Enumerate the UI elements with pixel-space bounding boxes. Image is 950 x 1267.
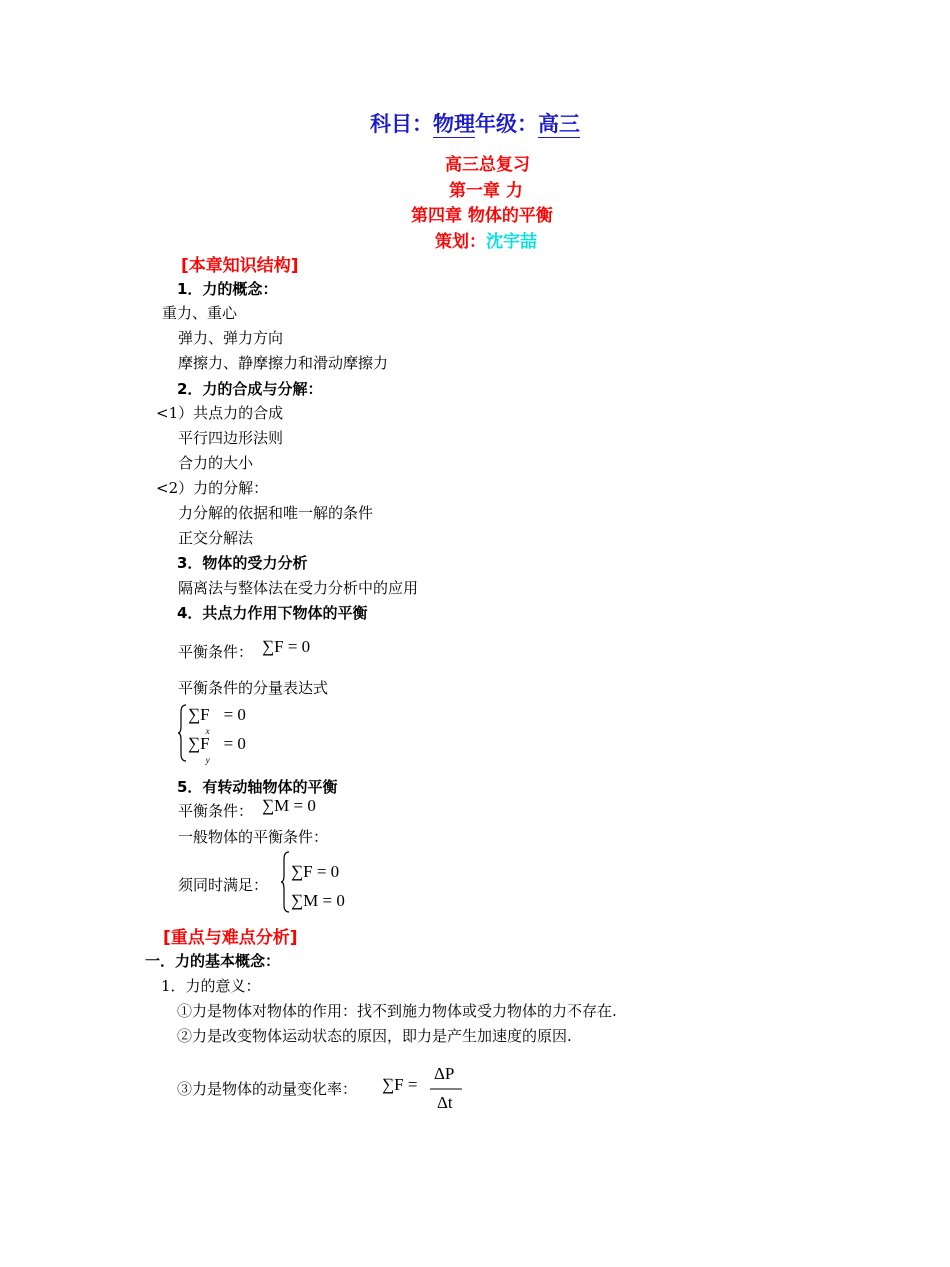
- force-sum-equation: ∑F = 0: [291, 862, 340, 881]
- fy-zero: = 0: [223, 734, 246, 753]
- analysis-heading: [重点与难点分析]: [163, 928, 298, 948]
- grade-value: 高三: [538, 112, 580, 136]
- fy-subscript: y: [205, 755, 210, 765]
- fx-equation: [188, 705, 246, 736]
- planner-line: [435, 227, 537, 252]
- subject-value: 物理: [433, 112, 475, 136]
- momentum-numerator: ΔP: [434, 1064, 455, 1083]
- subsection-heading: <1）共点力的合成: [156, 404, 284, 422]
- planner-name: 沈宇喆: [486, 232, 537, 252]
- structure-heading: [本章知识结构]: [181, 256, 299, 276]
- component-expression-label: 平衡条件的分量表达式: [178, 679, 329, 697]
- chapter4-title: 第四章 物体的平衡: [411, 206, 553, 226]
- subject-label: 科目：: [370, 112, 433, 136]
- left-brace-icon: [177, 704, 187, 762]
- fy-equation: [188, 734, 246, 765]
- page-title: [0, 108, 950, 138]
- section-1-heading: 1．力的概念：: [177, 280, 278, 298]
- equilibrium-condition-label: 平衡条件：: [178, 643, 254, 661]
- both-satisfied-label: 须同时满足：: [178, 876, 269, 894]
- list-item: 摩擦力、静摩擦力和滑动摩擦力: [178, 354, 389, 372]
- list-item: 力分解的依据和唯一解的条件: [178, 504, 374, 522]
- momentum-denominator: Δt: [437, 1093, 453, 1112]
- force-meaning-heading: 1．力的意义：: [161, 977, 261, 995]
- list-item: 合力的大小: [178, 454, 254, 472]
- list-item: 重力、重心: [162, 304, 238, 322]
- fraction-bar: [430, 1088, 464, 1090]
- momentum-rate-label: ③力是物体的动量变化率：: [177, 1080, 358, 1098]
- planner-label: 策划：: [435, 232, 486, 252]
- fx-zero: = 0: [223, 705, 246, 724]
- fy-term: ∑F: [188, 734, 210, 753]
- list-item: 弹力、弹力方向: [178, 329, 284, 347]
- section-5-heading: 5．有转动轴物体的平衡: [177, 778, 338, 796]
- chapter1-title: 第一章 力: [449, 181, 523, 201]
- section-2-heading: 2．力的合成与分解：: [177, 380, 323, 398]
- general-condition-label: 一般物体的平衡条件：: [178, 828, 329, 846]
- list-item: ①力是物体对物体的作用：找不到施力物体或受力物体的力不存在.: [177, 1002, 617, 1020]
- list-item: ②力是改变物体运动状态的原因，即力是产生加速度的原因.: [177, 1027, 572, 1045]
- rotation-formula: ∑M = 0: [262, 796, 316, 815]
- list-item: 正交分解法: [178, 529, 254, 547]
- section-4-heading: 4．共点力作用下物体的平衡: [177, 604, 368, 622]
- list-item: 隔离法与整体法在受力分析中的应用: [178, 579, 419, 597]
- equilibrium-formula: ∑F = 0: [262, 637, 311, 656]
- momentum-formula-lhs: ∑F =: [382, 1075, 418, 1094]
- list-item: 平行四边形法则: [178, 429, 284, 447]
- moment-sum-equation: ∑M = 0: [291, 891, 345, 910]
- fx-subscript: x: [205, 726, 210, 736]
- rotation-condition-label: 平衡条件：: [178, 802, 254, 820]
- subsection-heading: <2）力的分解：: [156, 479, 269, 497]
- grade-label: 年级：: [475, 112, 538, 136]
- review-title: 高三总复习: [445, 155, 530, 175]
- section-3-heading: 3．物体的受力分析: [177, 554, 308, 572]
- fx-term: ∑F: [188, 705, 210, 724]
- analysis-part-1-heading: 一．力的基本概念：: [145, 952, 281, 970]
- left-brace-icon: [280, 851, 290, 913]
